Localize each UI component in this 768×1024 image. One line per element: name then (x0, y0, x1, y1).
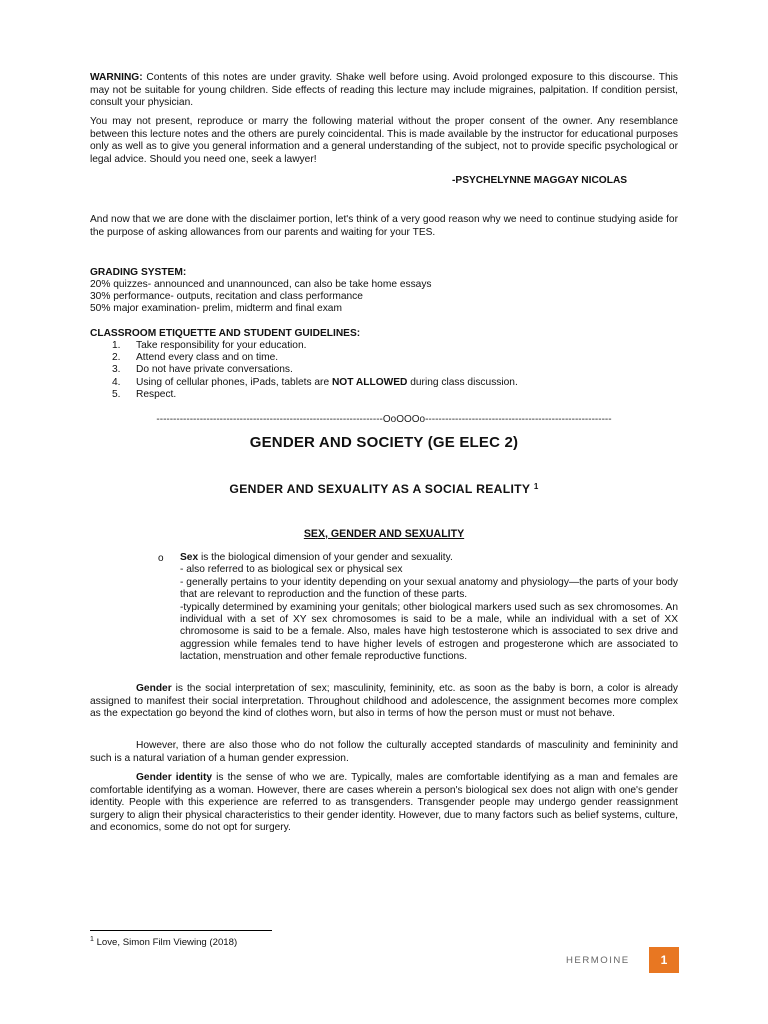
list-item: 3. Do not have private conversations. (112, 364, 293, 376)
sex-detail-line: -typically determined by examining your genitals; other biological markers used such as sex chromosomes. An individual with a set of XY sex chromosomes is said to be a male, while an individual with a set of XX chromosome is said to be a female. Also, males have high testosterone which is associated to sex drive and aggression while females tend to have higher levels of estrogen and progesterone which are associated to lactation, menstruation and other female reproductive functions. (180, 601, 678, 663)
chapter-title: GENDER AND SEXUALITY AS A SOCIAL REALITY $^1$ (229, 482, 539, 496)
grading-line: 50% major examination- prelim, midterm and final exam (90, 303, 342, 314)
grading-heading: GRADING SYSTEM: (90, 267, 187, 278)
footnote-mark[interactable]: 1 (533, 482, 539, 491)
sex-detail-line: - generally pertains to your identity depending on your sexual anatomy and physiology—the parts of your body that are relevant to reproduction and the function of these parts. (180, 576, 678, 601)
page-number-badge: 1 (649, 947, 679, 973)
list-item: 2. Attend every class and on time. (112, 352, 279, 364)
etiquette-heading: CLASSROOM ETIQUETTE AND STUDENT GUIDELINES: (90, 328, 361, 339)
etiquette-list (90, 340, 518, 401)
list-item: 4. Using of cellular phones, iPads, tablets are NOT ALLOWED during class discussion. (112, 376, 518, 388)
footnote-rule (90, 930, 272, 931)
section-title: SEX, GENDER AND SEXUALITY (303, 528, 465, 540)
however-paragraph: However, there are also those who do not follow the culturally accepted standards of masculinity and femininity and such is a natural variation of a human gender expression. (90, 740, 678, 764)
gender-identity-term: Gender identity (136, 772, 212, 783)
running-footer: HERMOINE (566, 955, 630, 966)
author-signature: -PSYCHELYNNE MAGGAY NICOLAS (452, 175, 628, 186)
gender-identity-paragraph: Gender identity is the sense of who we are. Typically, males are comfortable identifying as a man and females are comfortable identifying as a woman. However, there are cases wherein a person's biological sex does not align with one's gender identity. People with this experience are referred to as transgenders. Transgender people may undergo gender reassignment surgery to align their physical characteristics to their gender identity. However, due to many factors such as belief systems, culture, and economics, some do not opt for surgery. (90, 772, 678, 834)
sex-term: Sex (180, 552, 199, 563)
not-allowed-emphasis: NOT ALLOWED (331, 376, 408, 388)
warning-label: WARNING: (90, 72, 143, 83)
grading-line: 20% quizzes- announced and unannounced, can also be take home essays (90, 279, 432, 290)
consent-paragraph: You may not present, reproduce or marry the following material without the proper consent of the owner. Any resemblance between this lecture notes and the others are purely coincidental. This is made available by the instructor for educational purposes only as well as to give you general information and a general understanding of the subject, not to provide specific psychological or legal advice. Should you need one, seek a lawyer! (90, 116, 678, 165)
footnote: $^1$ Love, Simon Film Viewing (2018) (90, 936, 238, 949)
course-title: GENDER AND SOCIETY (GE ELEC 2) (249, 434, 519, 451)
list-item: 5. Respect. (112, 388, 177, 400)
list-item: 1. Take responsibility for your education. (112, 340, 307, 351)
sex-definition-block: Sex is the biological dimension of your gender and sexuality. - also referred to as biological sex or physical sex - generally pertains to your identity depending on your sexual anatomy and physiology—the parts of your body that are relevant to reproduction and the function of these parts. -typically determined by examining your genitals; other biological markers used such as sex chromosomes. An individual with a set of XY sex chromosomes is said to be a male, while an individual with a set of XX chromosome is said to be a female. Also, males have high testosterone which is associated to sex drive and aggression while females tend to have higher levels of estrogen and progesterone which are associated to lactation, menstruation and other female reproductive functions. (180, 552, 678, 663)
bullet-icon: o (158, 553, 164, 564)
sex-detail-line: - also referred to as biological sex or physical sex (180, 564, 403, 576)
gender-paragraph: Gender is the social interpretation of sex; masculinity, femininity, etc. as soon as the baby is born, a color is already assigned to manifest their social interpretation. Throughout childhood and adolescence, the assignment becomes more complex as the expectation go beyond the kind of clothes worn, but also in terms of how the person must or must not behave. (90, 683, 678, 720)
intro-paragraph: And now that we are done with the disclaimer portion, let's think of a very good reason why we need to continue studying aside for the purpose of asking allowances from our parents and waiting for your TES. (90, 214, 678, 238)
grading-line: 30% performance- outputs, recitation and class performance (90, 291, 363, 302)
section-divider: --------------------------------------------------------------------OoOOOo-------------------------------------------------------- (156, 414, 612, 425)
warning-text: Contents of this notes are under gravity. Shake well before using. Avoid prolonged exposure to this discourse. This may not be suitable for young children. Side effects of reading this lecture may include migraines, palpitation. If condition persist, consult your physician. (90, 72, 678, 109)
gender-term: Gender (136, 683, 172, 694)
warning-paragraph (90, 72, 678, 110)
